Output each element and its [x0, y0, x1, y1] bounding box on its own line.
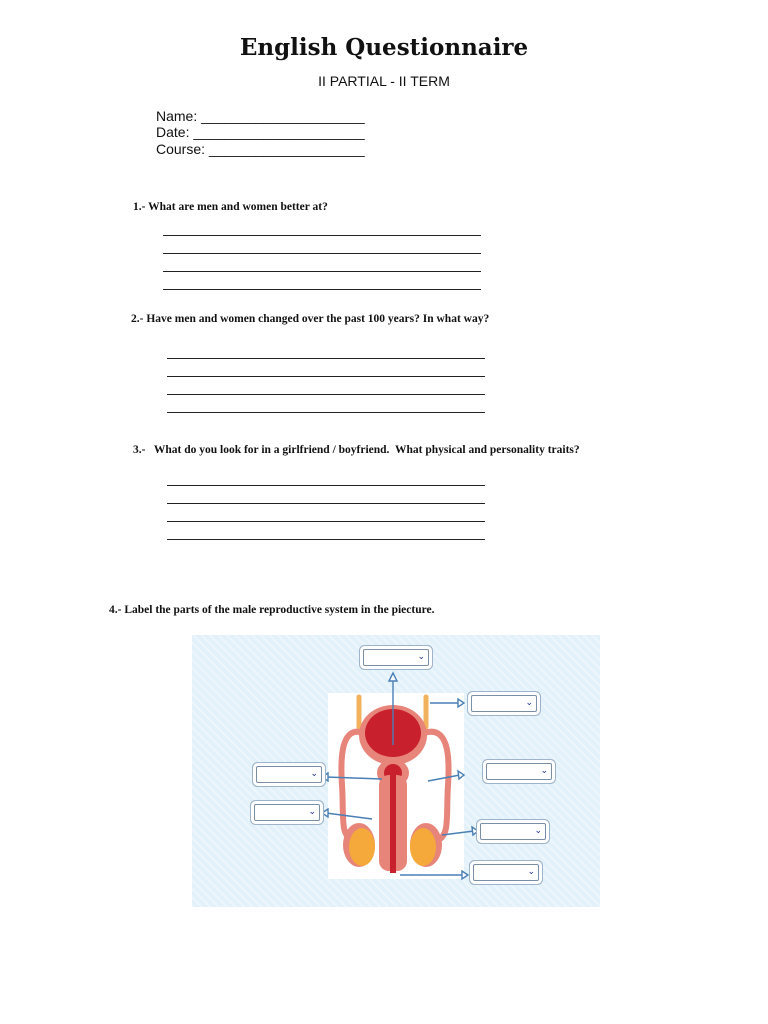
answer-line[interactable] — [163, 235, 481, 236]
chevron-down-icon: ⌄ — [540, 766, 548, 776]
label-dropdown-right-2[interactable] — [486, 763, 552, 780]
label-dropdown-left-1[interactable] — [256, 766, 322, 783]
label-dropdown-right-4[interactable] — [473, 864, 539, 881]
question-2: 2.- Have men and women changed over the past 100 years? In what way? — [131, 313, 490, 325]
answer-line[interactable] — [163, 271, 481, 272]
answer-line[interactable] — [167, 521, 485, 522]
name-field: Name: _____________________ — [156, 108, 365, 124]
answer-line[interactable] — [167, 539, 485, 540]
course-field: Course: ____________________ — [156, 141, 365, 157]
answer-line[interactable] — [167, 503, 485, 504]
chevron-down-icon: ⌄ — [527, 867, 535, 877]
urethra — [390, 775, 396, 873]
testis-right — [410, 828, 436, 866]
reproductive-system-diagram — [192, 635, 600, 907]
question-1: 1.- What are men and women better at? — [133, 201, 328, 213]
question-4: 4.- Label the parts of the male reproductive system in the piecture. — [109, 604, 435, 616]
date-field: Date: ______________________ — [156, 124, 365, 140]
answer-line[interactable] — [167, 394, 485, 395]
chevron-down-icon: ⌄ — [310, 769, 318, 779]
answer-line[interactable] — [167, 376, 485, 377]
page-subtitle: II PARTIAL - II TERM — [318, 73, 450, 89]
label-dropdown-right-1[interactable] — [471, 695, 537, 712]
label-dropdown-left-2[interactable] — [254, 804, 320, 821]
chevron-down-icon: ⌄ — [308, 807, 316, 817]
answer-line[interactable] — [167, 485, 485, 486]
label-dropdown-top[interactable] — [363, 649, 429, 666]
chevron-down-icon: ⌄ — [525, 698, 533, 708]
chevron-down-icon: ⌄ — [534, 826, 542, 836]
testis-left — [349, 828, 375, 866]
answer-line[interactable] — [163, 253, 481, 254]
question-3: 3.- What do you look for in a girlfriend / boyfriend. What physical and personality traits? — [133, 444, 580, 456]
answer-line[interactable] — [163, 289, 481, 290]
answer-line[interactable] — [167, 358, 485, 359]
chevron-down-icon: ⌄ — [417, 652, 425, 662]
answer-line[interactable] — [167, 412, 485, 413]
label-dropdown-right-3[interactable] — [480, 823, 546, 840]
page-title: English Questionnaire — [239, 34, 529, 61]
